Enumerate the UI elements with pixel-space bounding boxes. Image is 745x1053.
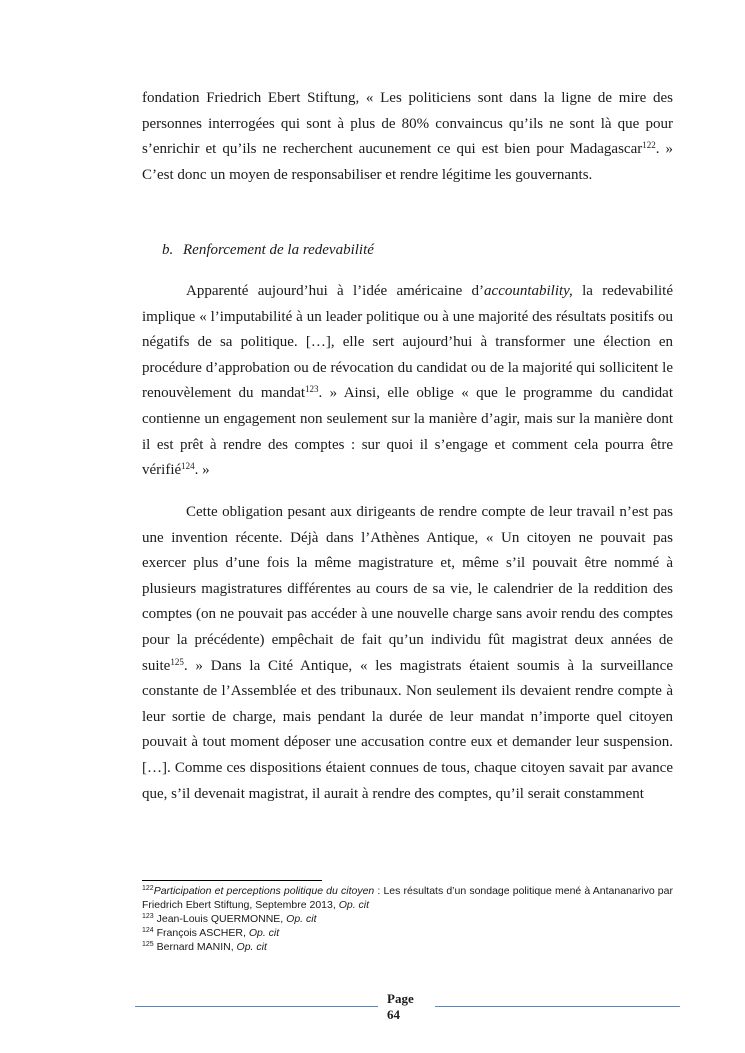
- paragraph-2: [142, 279, 673, 484]
- footnote-ref-122[interactable]: 122: [642, 140, 656, 151]
- paragraph-text: Apparenté aujourd’hui à l’idée américaine d’: [186, 283, 485, 299]
- section-number: b.: [162, 242, 174, 258]
- footnote-ref-124[interactable]: 124: [181, 461, 195, 472]
- section-heading: [162, 238, 374, 263]
- footnote-124: [142, 926, 673, 940]
- page-number: [387, 991, 431, 1023]
- footnote-text: Jean-Louis QUERMONNE,: [153, 913, 287, 925]
- footnote-number: 122: [142, 885, 154, 892]
- footnote-text: François ASCHER,: [153, 927, 249, 939]
- paragraph-text: . » Dans la Cité Antique, « les magistrats étaient soumis à la surveillance constante de l’Assemblée et des tribunaux. Non seulement ils devaient rendre compte à leur sortie de charge, mais pendant la durée de leur mandat n’importe quel citoyen pouvait à tout moment déposer une accusation contre eux et demander leur suspension. […]. Comme ces dispositions étaient connues de tous, chaque citoyen savait par avance que, s’il devenait magistrat, il aurait à rendre des comptes, qu’il serait constamment: [142, 657, 673, 802]
- page-label: Page: [387, 991, 414, 1006]
- paragraph-text: . » C’est donc un moyen de responsabiliser et rendre légitime les gouvernants.: [142, 141, 673, 183]
- footnote-separator: [142, 880, 322, 881]
- paragraph-3: [142, 500, 673, 807]
- footer-rule-right: [435, 1006, 680, 1007]
- footnote-ref-123[interactable]: 123: [305, 384, 319, 395]
- paragraph-text: . »: [194, 462, 210, 479]
- footnote-cite: Op. cit: [248, 927, 280, 939]
- paragraph-text: Cette obligation pesant aux dirigeants de rendre compte de leur travail n’est pas une invention récente. Déjà dans l’Athènes Antique, « Un citoyen ne pouvait pas exercer plus d’une fois la même magistrature et, même s’il pouvait être nommé à plusieurs magistratures différentes au cours de sa vie, le calendrier de la reddition des comptes (on ne pouvait pas accéder à une nouvelle charge sans avoir rendu des comptes pour la précédente) empêchait de fait qu’un individu fût magistrat deux années de suite: [142, 504, 673, 674]
- footnote-number: 124: [142, 927, 154, 934]
- footnotes: [142, 884, 673, 954]
- footnote-title: Participation et perceptions politique du citoyen: [153, 885, 375, 897]
- footer-rule-left: [135, 1006, 378, 1007]
- footnote-text: Bernard MANIN,: [153, 941, 237, 953]
- footnote-text: : Les résultats d’un sondage politique mené à Antananarivo par Friedrich Ebert Stiftung, Septembre 2013,: [142, 885, 673, 911]
- italic-term: accountability,: [484, 283, 573, 299]
- paragraph-text: . » Ainsi, elle oblige « que le programme du candidat contienne un engagement non seulement sur la manière d’agir, mais sur la manière dont il est prêt à rendre des comptes : sur quoi il s’engage et comment cela pourra être vérifié: [142, 385, 673, 479]
- footnote-number: 125: [142, 941, 154, 948]
- page-number-value: 64: [387, 1007, 400, 1022]
- footnote-123: [142, 912, 673, 926]
- section-title: Renforcement de la redevabilité: [183, 242, 374, 258]
- footnote-ref-125[interactable]: 125: [170, 656, 184, 667]
- paragraph-1: [142, 86, 673, 188]
- paragraph-text: fondation Friedrich Ebert Stiftung, « Les politiciens sont dans la ligne de mire des personnes interrogées qui sont à plus de 80% convaincus qu’ils ne sont là que pour s’enrichir et qu’ils ne recherchent aucunement ce qui est bien pour Madagascar: [142, 90, 673, 158]
- footnote-125: [142, 940, 673, 954]
- footnote-number: 123: [142, 913, 154, 920]
- footnote-cite: Op. cit: [338, 899, 370, 911]
- paragraph-text: la redevabilité implique « l’imputabilité à un leader politique ou à une majorité des résultats positifs ou négatifs de sa politique. […], elle sert aujourd’hui à transformer une élection en procédure d’approbation ou de révocation du candidat ou de la majorité qui sollicitent le renouvèlement du mandat: [142, 283, 673, 402]
- footnote-122: [142, 884, 673, 912]
- footnote-cite: Op. cit: [286, 913, 317, 925]
- footnote-cite: Op. cit: [236, 941, 267, 953]
